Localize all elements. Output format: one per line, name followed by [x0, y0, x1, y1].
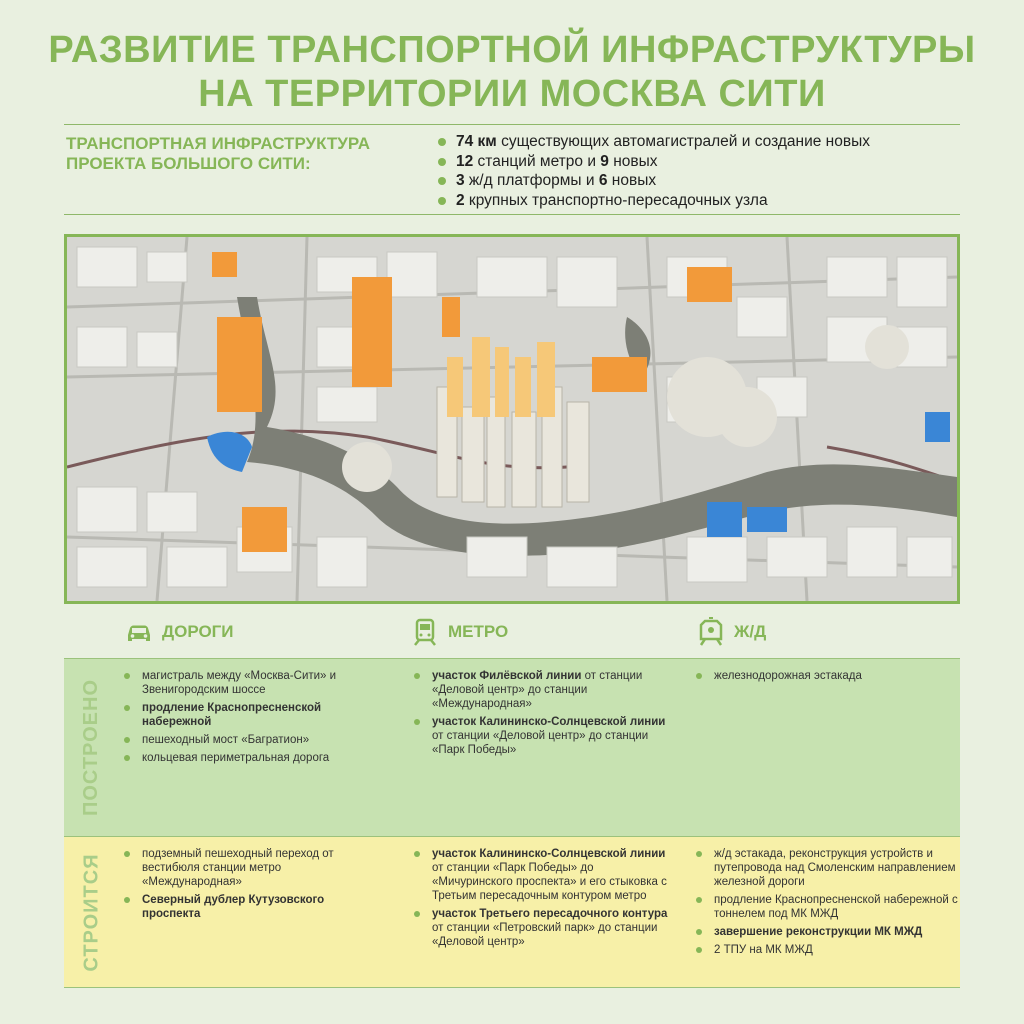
list-item: подземный пешеходный переход от вестибюля станции метро «Международная» — [124, 847, 374, 889]
building-rail-list — [696, 847, 958, 961]
section-building-label — [64, 837, 120, 987]
intro-divider — [64, 214, 960, 215]
city-model-illustration — [67, 237, 957, 601]
section-built — [64, 658, 960, 836]
section-building-title: СТРОИТСЯ — [80, 852, 103, 972]
city-model-photo — [64, 234, 960, 604]
section-building — [64, 836, 960, 988]
intro-label — [66, 134, 416, 174]
intro-item: 74 км существующих автомагистралей и создание новых — [438, 132, 958, 152]
locomotive-icon — [696, 617, 726, 647]
list-item: продление Краснопресненской набережной — [124, 701, 374, 729]
list-item: участок Третьего пересадочного контура от станции «Петровский парк» до станции «Деловой центр» — [414, 907, 674, 949]
built-rail-list — [696, 669, 958, 687]
list-item: участок Калининско-Солнцевской линии от станции «Деловой центр» до станции «Парк Победы» — [414, 715, 674, 757]
intro-item: 3 ж/д платформы и 6 новых — [438, 171, 958, 191]
building-metro-list — [414, 847, 674, 953]
category-roads — [124, 614, 234, 650]
category-rail — [696, 614, 766, 650]
category-roads-label: ДОРОГИ — [162, 622, 234, 641]
intro-item: 2 крупных транспортно-пересадочных узла — [438, 191, 958, 211]
list-item: продление Краснопресненской набережной с тоннелем под МК МЖД — [696, 893, 958, 921]
section-built-label — [64, 659, 120, 836]
top-divider — [64, 124, 960, 125]
category-rail-label: Ж/Д — [734, 622, 767, 641]
list-item: железнодорожная эстакада — [696, 669, 958, 683]
section-built-title: ПОСТРОЕНО — [80, 678, 103, 817]
list-item: участок Филёвской линии от станции «Деловой центр» до станции «Международная» — [414, 669, 674, 711]
category-metro — [410, 614, 508, 650]
category-metro-label: МЕТРО — [448, 622, 509, 641]
intro-item: 12 станций метро и 9 новых — [438, 152, 958, 172]
list-item: участок Калининско-Солнцевской линии от станции «Парк Победы» до «Мичуринского проспекта» и его стыковка с Третьим пересадочным контуром метро — [414, 847, 674, 903]
list-item: ж/д эстакада, реконструкция устройств и путепровода над Смоленским направлением железной дороги — [696, 847, 958, 889]
intro-list — [438, 132, 958, 210]
built-metro-list — [414, 669, 674, 761]
list-item: Северный дублер Кутузовского проспекта — [124, 893, 374, 921]
list-item: кольцевая периметральная дорога — [124, 751, 374, 765]
list-item: 2 ТПУ на МК МЖД — [696, 943, 958, 957]
car-icon — [124, 617, 154, 647]
intro-label-line-1: ТРАНСПОРТНАЯ ИНФРАСТРУКТУРА — [66, 134, 371, 153]
list-item: магистраль между «Москва-Сити» и Звенигородским шоссе — [124, 669, 374, 697]
list-item: завершение реконструкции МК МЖД — [696, 925, 958, 939]
building-roads-list — [124, 847, 374, 925]
built-roads-list — [124, 669, 374, 769]
train-icon — [410, 617, 440, 647]
title-line-1: РАЗВИТИЕ ТРАНСПОРТНОЙ ИНФРАСТРУКТУРЫ — [48, 29, 976, 71]
page-title — [0, 28, 1024, 116]
title-line-2: НА ТЕРРИТОРИИ МОСКВА СИТИ — [198, 73, 826, 115]
intro-label-line-2: ПРОЕКТА БОЛЬШОГО СИТИ: — [66, 154, 311, 173]
list-item: пешеходный мост «Багратион» — [124, 733, 374, 747]
